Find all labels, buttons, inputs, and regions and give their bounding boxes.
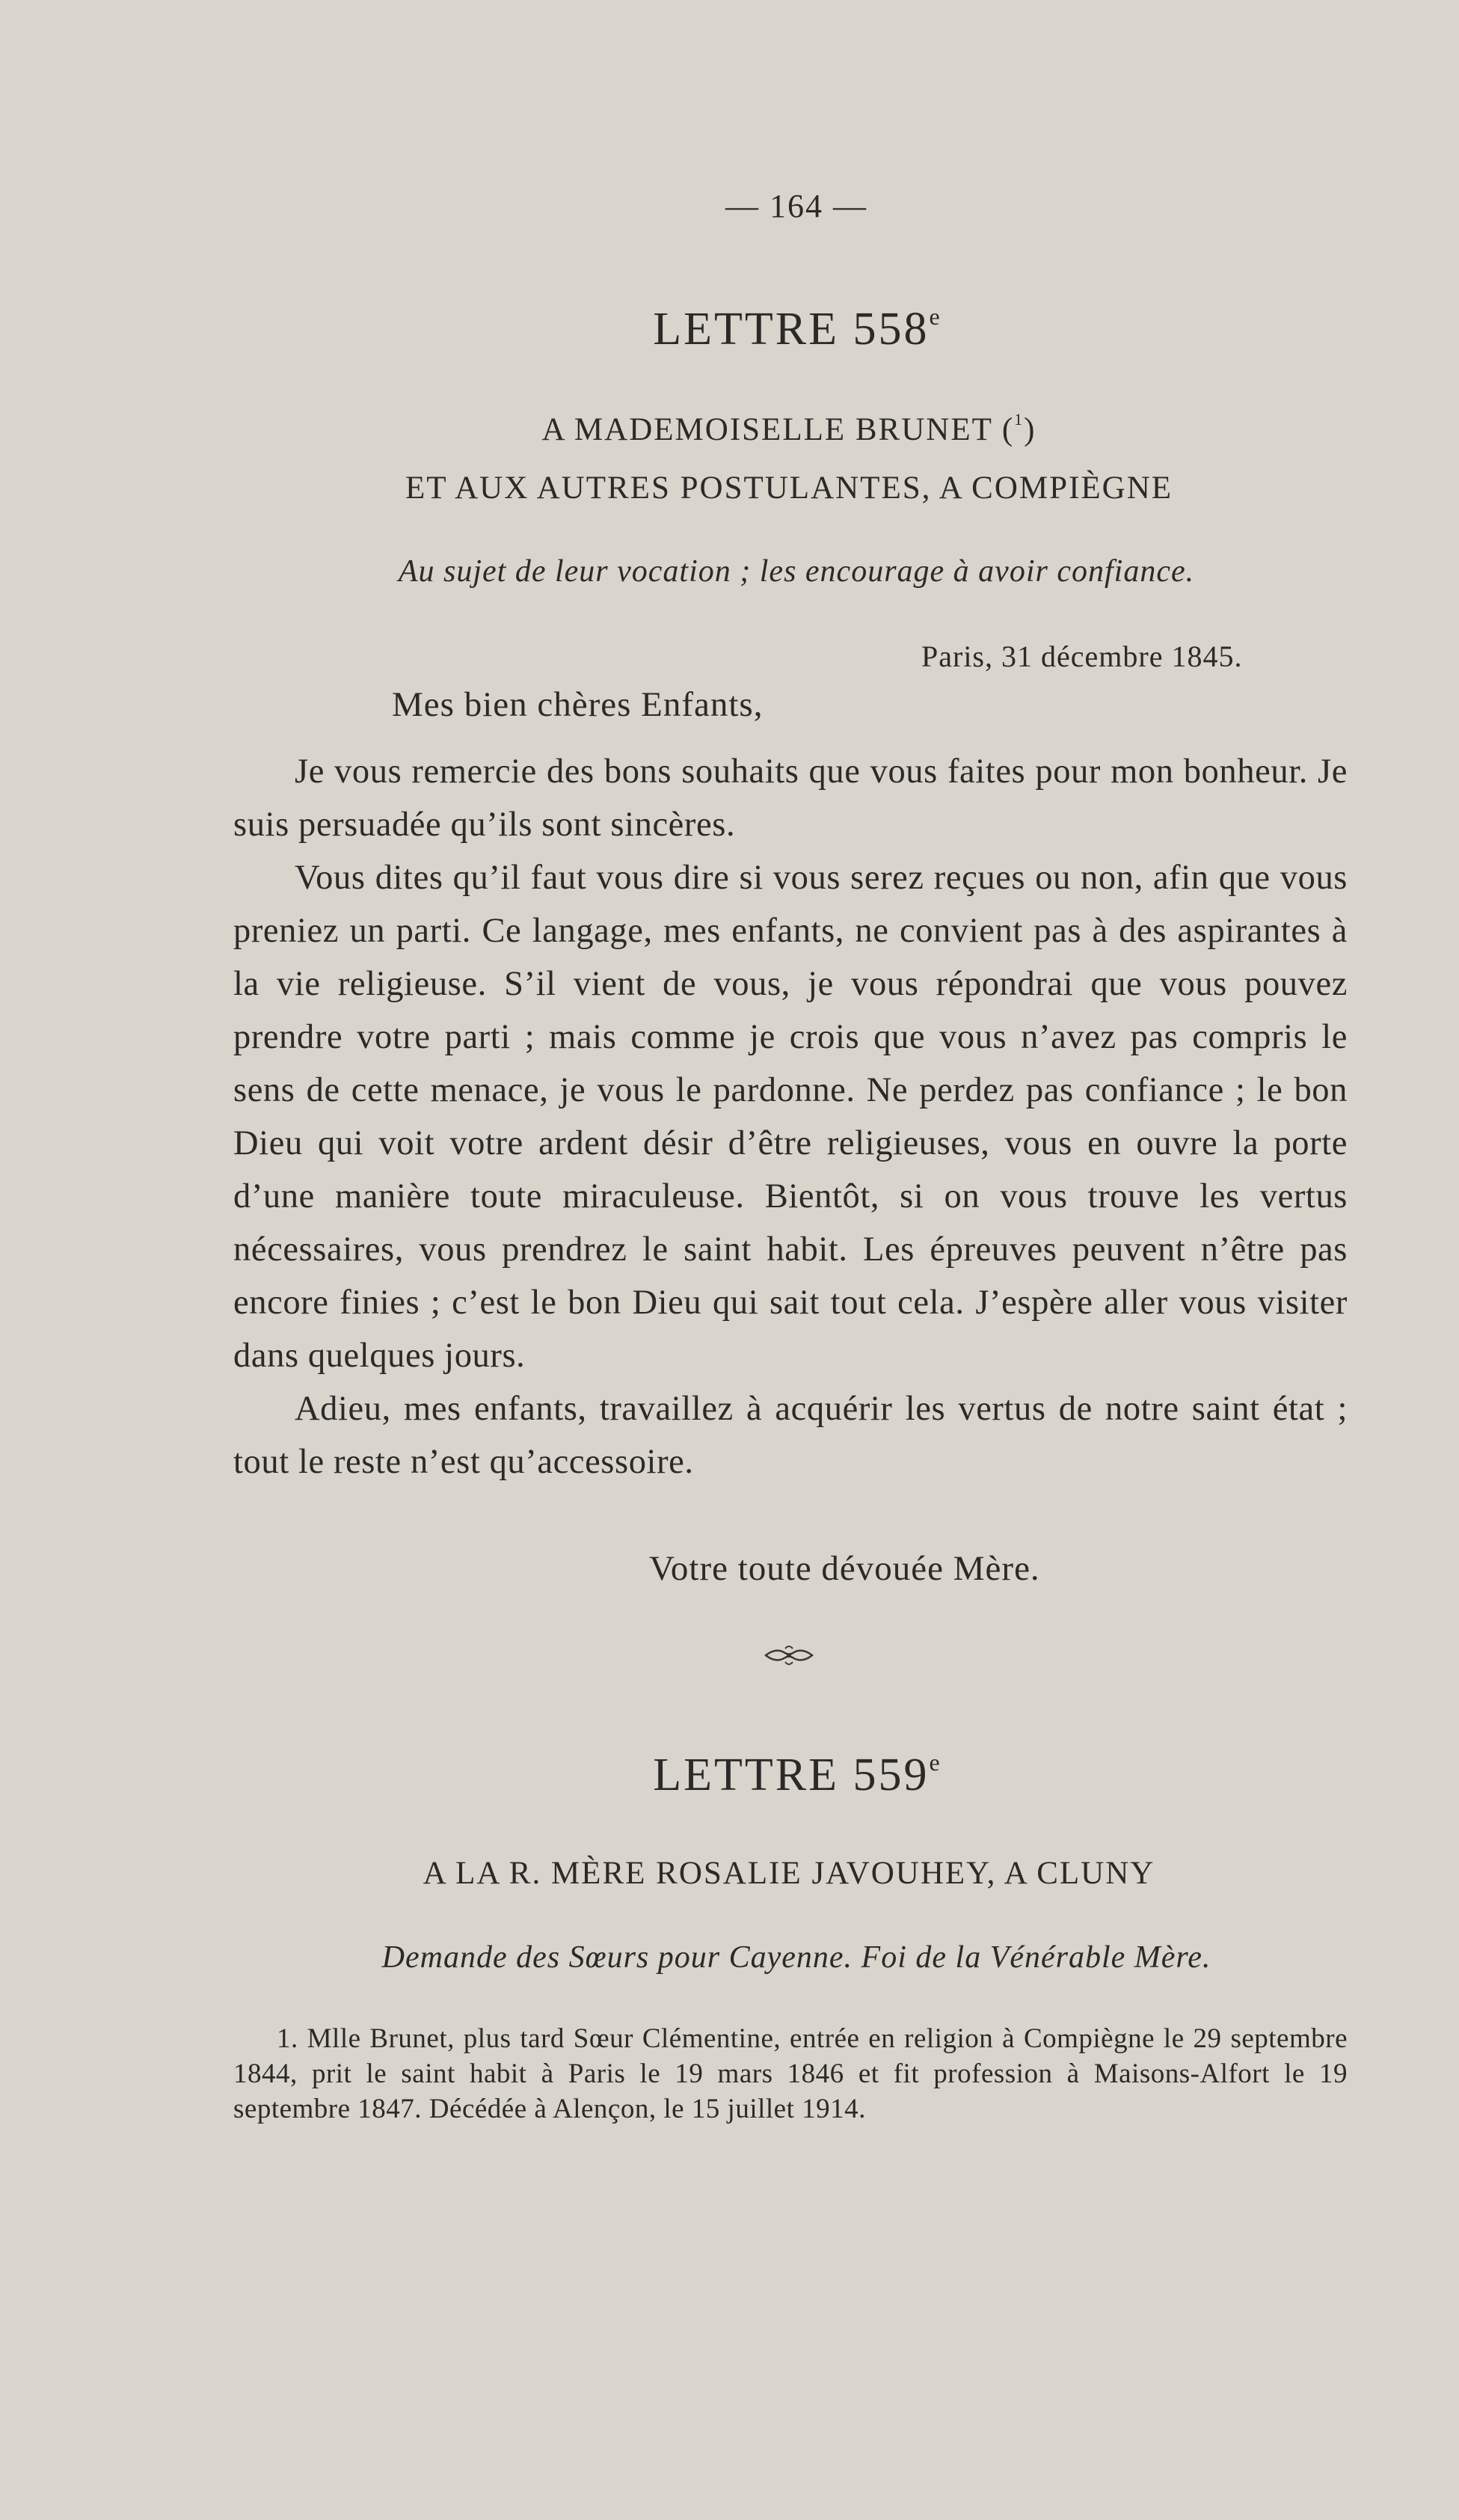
letter-558-title: [0, 303, 1459, 356]
recipient-line1-end: ): [1024, 412, 1036, 447]
letter-559-title: [0, 1749, 1459, 1802]
letter-558-recipient-line2: ET AUX AUTRES POSTULANTES, A COMPIÈGNE: [405, 470, 1173, 506]
paragraph: Je vous remercie des bons souhaits que vous faites pour mon bonheur. Je suis persuadée qu’ils sont sincères.: [233, 752, 1348, 844]
paragraph: Vous dites qu’il faut vous dire si vous serez reçues ou non, afin que vous preniez un parti. Ce langage, mes enfants, ne convient pas à des aspirantes à la vie religieuse. S’il vient de vous, je vous répondrai que vous pouvez prendre votre parti ; mais comme je crois que vous n’avez pas compris le sens de cette menace, je vous le pardonne. Ne perdez pas confiance ; le bon Dieu qui voit votre ardent désir d’être religieuses, vous en ouvre la porte d’une manière toute miraculeuse. Bientôt, si on vous trouve les vertus nécessaires, vous prendrez le saint habit. Les épreuves peuvent n’être pas encore finies ; c’est le bon Dieu qui sait tout cela. J’espère aller vous visiter dans quelques jours.: [233, 859, 1348, 1375]
letter-558-signature: Votre toute dévouée Mère.: [649, 1549, 1040, 1588]
footnote-reference: 1: [1014, 410, 1025, 429]
letter-559-title-sup: e: [929, 1749, 940, 1776]
recipient-line1-text: A MADEMOISELLE BRUNET (: [541, 412, 1015, 447]
fleuron-ornament-icon: [763, 1643, 815, 1668]
letter-558-summary: Au sujet de leur vocation ; les encourage à avoir confiance.: [398, 554, 1195, 589]
letter-558-title-sup: e: [929, 303, 940, 330]
letter-559-recipient: A LA R. MÈRE ROSALIE JAVOUHEY, A CLUNY: [423, 1856, 1155, 1891]
letter-559-summary: Demande des Sœurs pour Cayenne. Foi de la Vénérable Mère.: [381, 1940, 1211, 1975]
page-number: — 164 —: [725, 188, 867, 224]
letter-558-recipient-line1: [0, 410, 1459, 448]
letter-558-title-text: LETTRE 558: [653, 304, 930, 355]
letter-559-title-text: LETTRE 559: [653, 1750, 930, 1800]
paragraph: Adieu, mes enfants, travaillez à acquérir les vertus de notre saint état ; tout le reste n’est qu’accessoire.: [233, 1390, 1348, 1481]
letter-558-body: [233, 745, 1348, 1489]
letter-558-dateline: Paris, 31 décembre 1845.: [921, 640, 1243, 673]
letter-558-salutation: Mes bien chères Enfants,: [392, 685, 764, 724]
footnote: 1. Mlle Brunet, plus tard Sœur Clémentine, entrée en religion à Compiègne le 29 septembre 1844, prit le saint habit à Paris le 19 mars 1846 et fit profession à Maisons-Alfort le 19 septembre 1847. Décédée à Alençon, le 15 juillet 1914.: [233, 2023, 1348, 2124]
